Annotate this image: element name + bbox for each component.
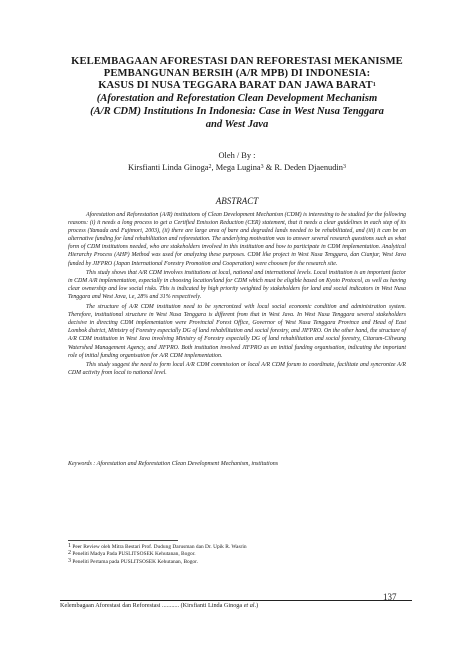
footnote: $^3$ Peneliti Pertama pada PUSLITSOSEK Kehutanan, Bogor.: [68, 557, 198, 565]
abstract-paragraph: This study shows that A/R CDM involves institutions at local, national and international levels. Local institution is an important factor in CDM A/R implementation, especially in choosing location/land for CDM which must be eligible based on Kyoto Protocol, as well as having clear ownership and low social risks. This is indicated by high priority weighted by stakeholders for land and social indicators in West Nusa Tenggara and West Java, i.e, 28% and 31% respectively.: [68, 270, 406, 301]
english-title-line-2: (A/R CDM) Institutions In Indonesia: Case in West Nusa Tenggara: [90, 106, 384, 117]
byline: [60, 150, 414, 174]
footnote: $^1$ Peer Review oleh Mitra Bestari Prof. Dudung Darusman dan Dr. Upik R. Wasrin: [68, 543, 247, 550]
author-name: Mega Lugina: [215, 163, 261, 172]
title-line-2: PEMBANGUNAN BERSIH (A/R MPB) DI INDONESIA:: [103, 68, 371, 79]
abstract-heading: ABSTRACT: [215, 196, 259, 206]
author-name: R. Deden Djaenudin: [274, 163, 343, 172]
article-title: [60, 56, 414, 131]
abstract-paragraph: The structure of A/R CDM institution need to be syncronized with local social economic condition and administration system. Therefore, institutional structure in West Nusa Tenggara is different from that in West Java. In West Nusa Tenggara several stakeholders decisive in directing CDM implementation were Provincial Forest Office, Governor of West Nusa Tenggara Province and Head of East Lombok district, Ministry of Forestry especially DG of land rehabilitation and social forestry, and JIFPRO. On the other hand, the structure of A/R CDM institution in West Java involving Ministry of Forestry especially DG of land rehabilitation and social forestry, Citarum-Ciliwung Watershed Management Agency, and JIFPRO. Both institution involved JIFPRO as an initial funding organisation, indicating the important role of initial funding organisation for A/R CDM implementation.: [68, 304, 406, 359]
keywords-label: Keywords :: [68, 461, 96, 467]
english-title-line-3: and West Java: [205, 119, 269, 130]
byline-label: Oleh / By :: [218, 151, 256, 160]
keywords-text: Aforestation and Reforestation Clean Development Mechanism, institutions: [95, 461, 279, 467]
footnote: $^2$ Peneliti Madya Pada PUSLITSOSEK Kehutanan, Bogor.: [68, 550, 196, 558]
title-line-3: KASUS DI NUSA TEGGARA BARAT DAN JAWA BARAT$^1$: [98, 80, 376, 91]
keywords: [68, 460, 406, 468]
author-name: Kirsfianti Linda Ginoga: [128, 163, 209, 172]
english-title-line-1: (Aforestation and Reforestation Clean Development Mechanism: [96, 93, 378, 104]
footer-divider: [60, 600, 412, 601]
footnote-divider: [68, 540, 178, 541]
title-line-1: KELEMBAGAAN AFORESTASI DAN REFORESTASI MEKANISME: [71, 56, 403, 67]
footnotes: [68, 544, 406, 566]
author-list: Kirsfianti Linda Ginoga$^2$, Mega Lugina$^3$ & R. Deden Djaenudin$^3$: [128, 163, 346, 172]
running-footer: Kelembagaan Aforestasi dan Reforestasi ........... (Kirsfianti Linda Ginoga et al.): [60, 602, 259, 609]
abstract-body: [68, 211, 406, 377]
abstract-paragraph: Aforestation and Reforestation (A/R) institutions of Clean Development Mechanism (CDM) is interesting to be studied for the following reasons: (i) it needs a long process to get a Certified Emission Reduction (CER) statement, that it needs a clear guidelines in each step of its process (Yamada and Fujimori, 2003), (ii) there are large area of bare and degraded lands needed to be rehabilitated, and (iii) it can be an alternative funding for land rehabilitation and reforestation. The underlying motivation was to answer several research questions such as what form of CDM institutions needed, who are stakeholders involved in this institution and how to participate in CDM implementation. Analytical Hierarchy Process (AHP) Method was used for analyzing these purposes. CDM like project in West Nusa Tenggara, dan Cianjur, West Java funded by JIFPRO (Japan International Forestry Promotion and Cooperation) were choosen for the research site.: [68, 212, 406, 267]
abstract-paragraph: This study suggest the need to form local A/R CDM commission or local A/R CDM forum to coordinate, facilitate and syncronize A/R CDM activity from local to national level.: [68, 362, 406, 377]
page-number: 137: [383, 592, 397, 602]
title-footnote-mark: 1: [372, 82, 376, 88]
